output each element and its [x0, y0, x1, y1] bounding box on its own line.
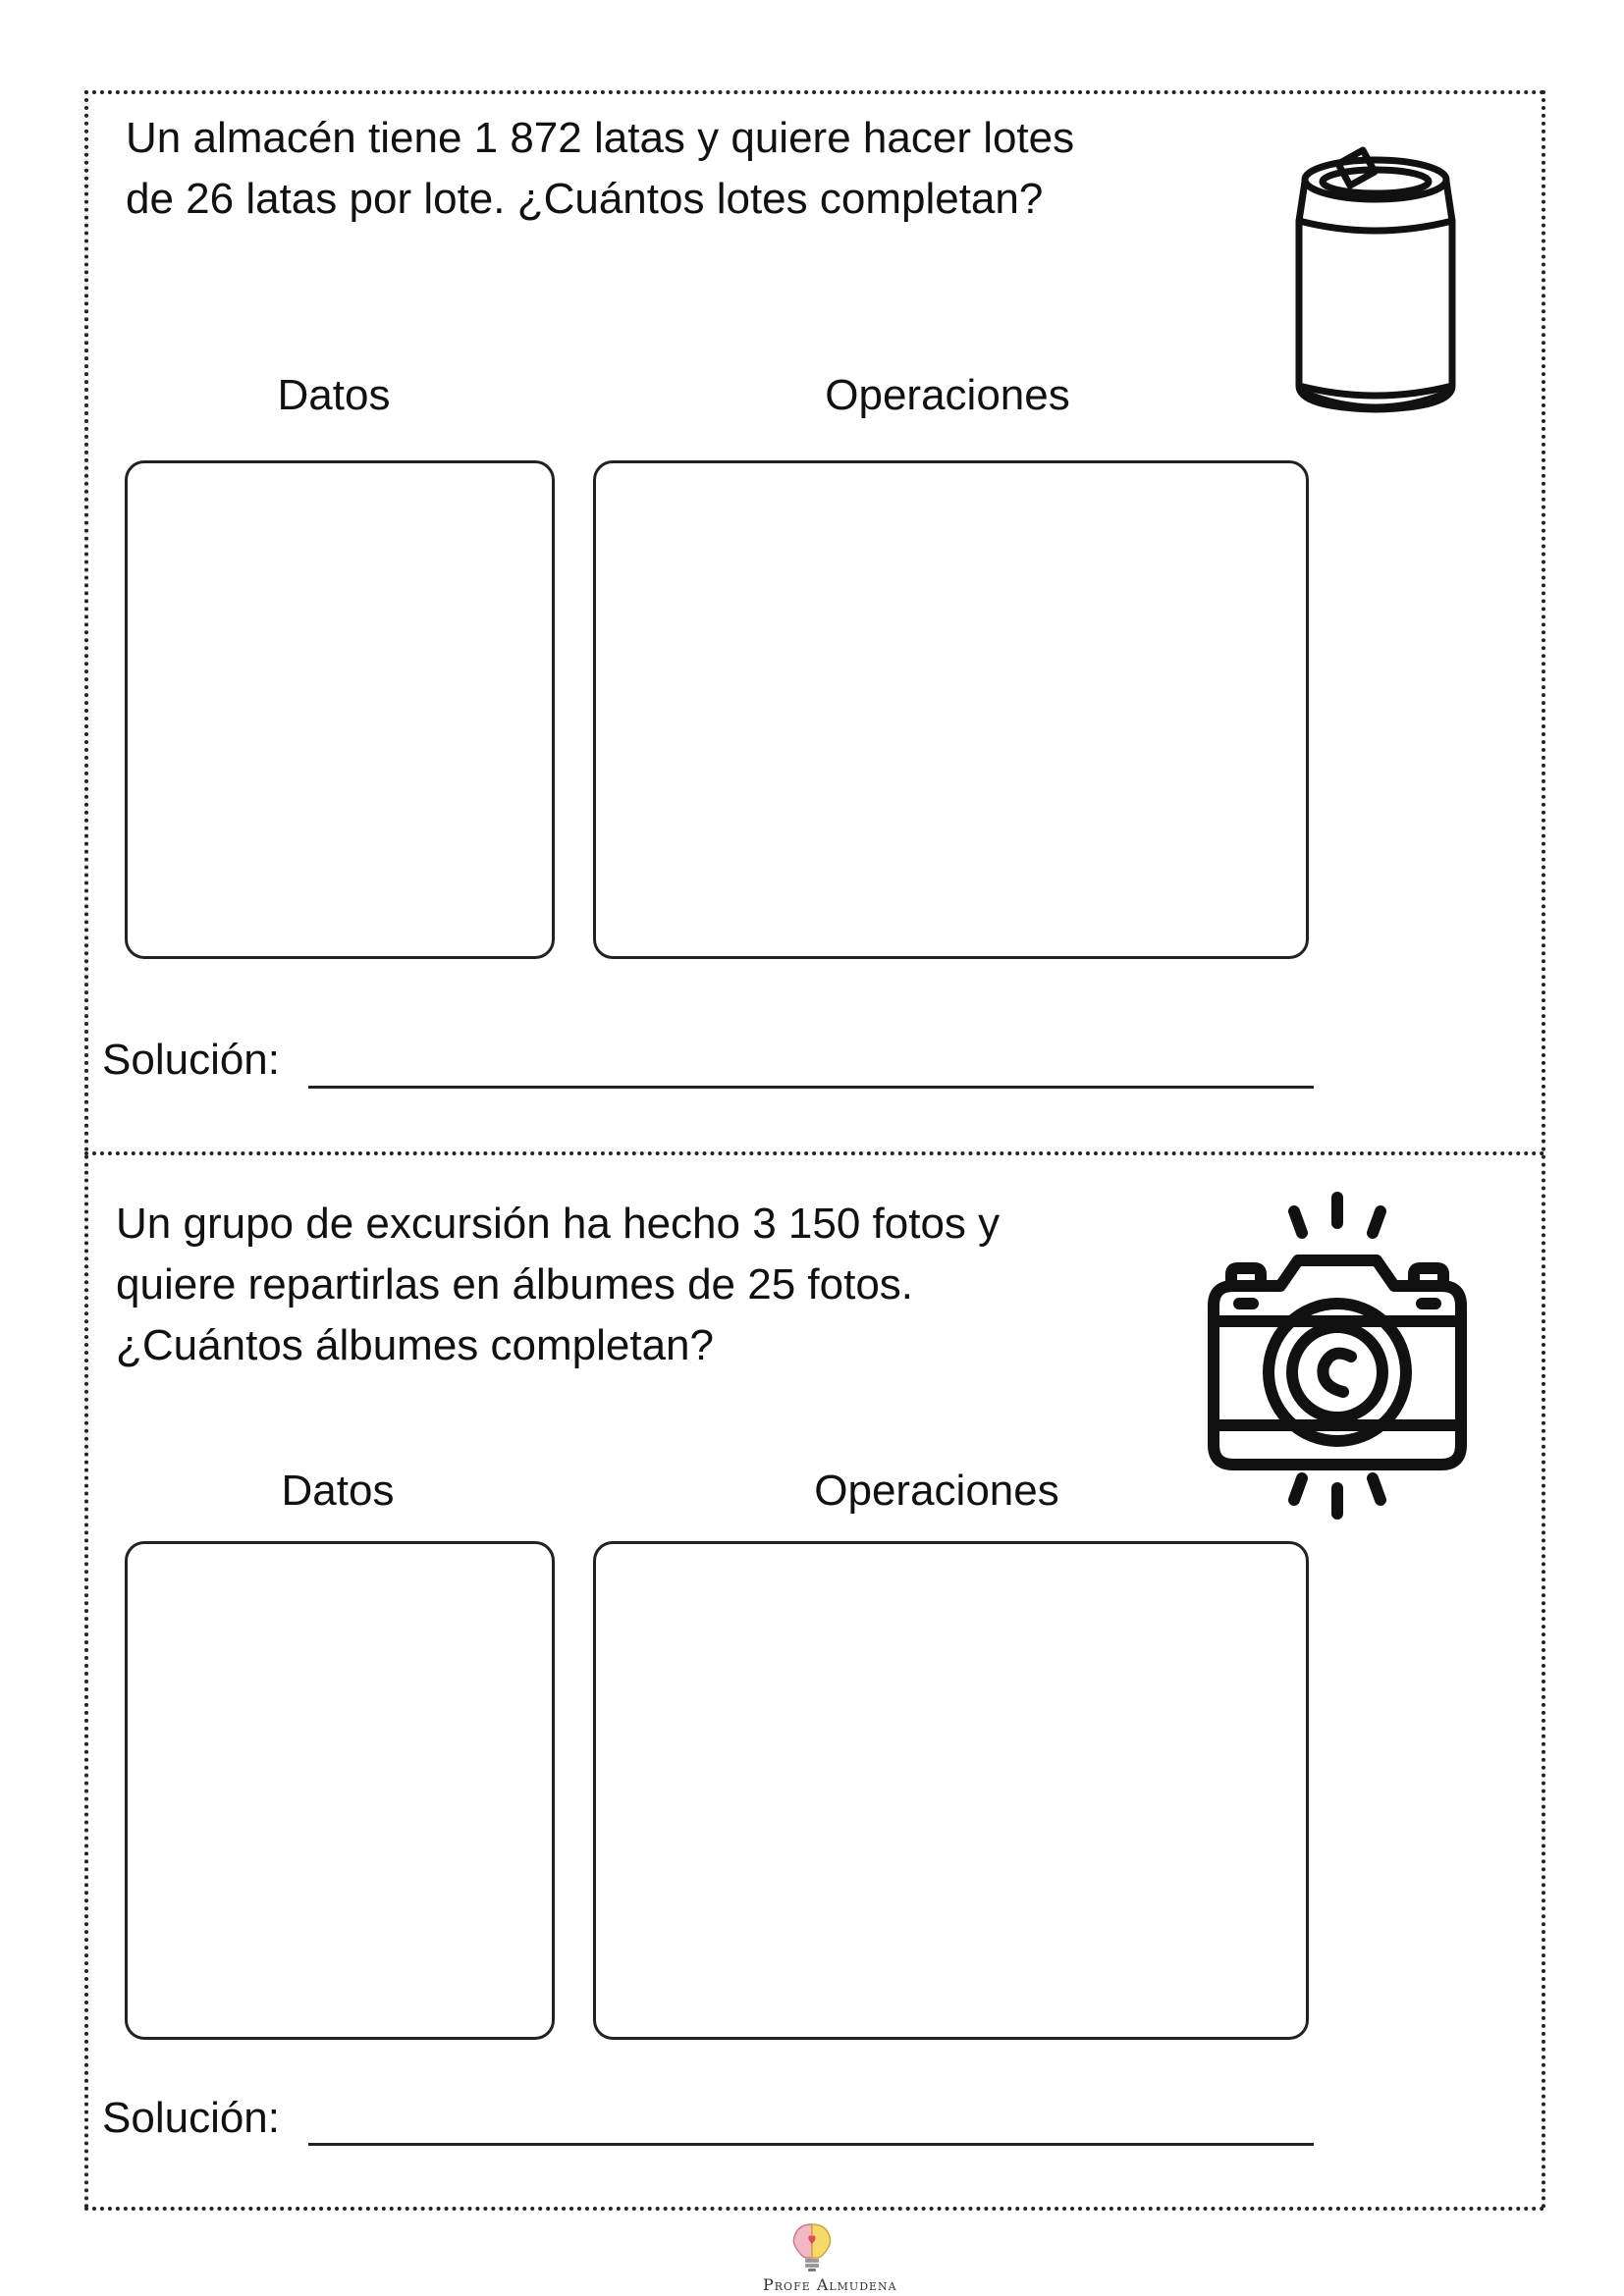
lightbulb-brain-icon: [789, 2220, 835, 2273]
solucion-answer-line[interactable]: [308, 2143, 1314, 2146]
problem-text-line: quiere repartirlas en álbumes de 25 fotos.: [116, 1260, 914, 1308]
datos-box[interactable]: [125, 460, 555, 959]
camera-icon: [1204, 1190, 1471, 1522]
datos-box[interactable]: [125, 1541, 555, 2040]
operaciones-label: Operaciones: [814, 1467, 1059, 1515]
problem-text-line: Un grupo de excursión ha hecho 3 150 fotos y: [116, 1200, 1001, 1248]
operaciones-label: Operaciones: [825, 371, 1070, 419]
solucion-label: Solución:: [102, 2094, 281, 2142]
brand-name: Profe Almudena: [763, 2275, 897, 2294]
operaciones-box[interactable]: [593, 1541, 1309, 2040]
solucion-label: Solución:: [102, 1036, 281, 1084]
soda-can-icon: [1294, 142, 1457, 422]
problem-statement: [116, 1194, 1000, 1376]
problem-text-line: de 26 latas por lote. ¿Cuántos lotes completan?: [126, 175, 1044, 223]
problem-text-line: ¿Cuántos álbumes completan?: [116, 1321, 714, 1369]
datos-label: Datos: [277, 371, 391, 419]
problem-text-line: Un almacén tiene 1 872 latas y quiere hacer lotes: [126, 114, 1075, 162]
solucion-answer-line[interactable]: [308, 1086, 1314, 1089]
section-divider: [84, 1151, 1545, 1155]
datos-label: Datos: [281, 1467, 395, 1515]
problem-statement: [126, 108, 1074, 230]
footer-logo: [763, 2220, 897, 2294]
operaciones-box[interactable]: [593, 460, 1309, 959]
